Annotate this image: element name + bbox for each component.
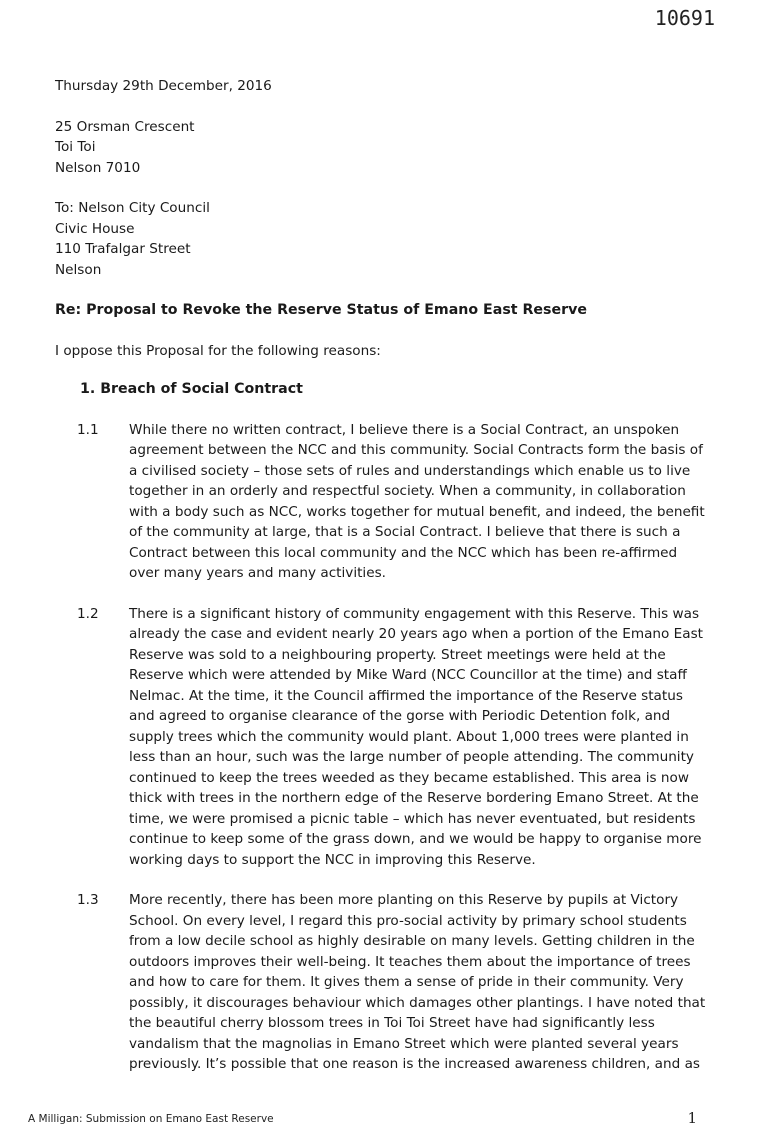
paragraph-line: continued to keep the trees weeded as they became established. This area is now — [129, 769, 689, 786]
address-line: 25 Orsman Crescent — [55, 118, 195, 135]
address-line: Nelson 7010 — [55, 159, 141, 176]
recipient-address — [55, 198, 725, 280]
paragraph-line: previously. It’s possible that one reason is the increased awareness children, and as — [129, 1056, 700, 1072]
sender-address — [55, 117, 725, 179]
paragraph-line: Contract between this local community and the NCC which has been re-affirmed — [129, 544, 678, 561]
paragraph-line: thick with trees in the northern edge of the Reserve bordering Emano Street. At the — [129, 790, 699, 806]
address-line: 110 Trafalgar Street — [55, 241, 191, 257]
paragraph-line: School. On every level, I regard this pro-social activity by primary school students — [129, 912, 687, 929]
paragraph-line: with a body such as NCC, works together for mutual benefit, and indeed, the benefit — [129, 503, 705, 520]
intro-text: I oppose this Proposal for the following reasons: — [55, 342, 381, 359]
paragraph-line: More recently, there has been more planting on this Reserve by pupils at Victory — [129, 892, 679, 908]
paragraph-line: While there no written contract, I believe there is a Social Contract, an unspoken — [129, 421, 680, 438]
paragraph-line: possibly, it discourages behaviour which damages other plantings. I have noted that — [129, 994, 706, 1011]
footer-text: A Milligan: Submission on Emano East Reserve — [28, 1113, 274, 1125]
paragraph-line: together in an orderly and respectful society. When a community, in collaboration — [129, 483, 686, 499]
paragraph-line: less than an hour, such was the large number of people attending. The community — [129, 749, 694, 765]
paragraph-line: a civilised society – those sets of rules and understandings which enable us to live — [129, 462, 691, 479]
paragraph-1-2 — [55, 604, 725, 871]
address-line: Civic House — [55, 220, 135, 237]
paragraph-line: time, we were promised a picnic table – which has never eventuated, but residents — [129, 810, 696, 827]
paragraph-1-3 — [55, 890, 725, 1075]
page-number: 1 — [687, 1109, 697, 1127]
paragraph-number: 1.3 — [77, 892, 99, 908]
paragraph-line: continue to keep some of the grass down, and we would be happy to organise more — [129, 831, 702, 847]
paragraph-line: vandalism that the magnolias in Emano Street which were planted several years — [129, 1035, 679, 1052]
paragraph-line: the beautiful cherry blossom trees in Toi Toi Street have had significantly less — [129, 1015, 655, 1031]
address-line: Toi Toi — [55, 139, 96, 155]
paragraph-1-1 — [55, 420, 725, 584]
paragraph-body — [129, 604, 725, 871]
paragraph-line: over many years and many activities. — [129, 565, 386, 581]
paragraph-line: already the case and evident nearly 20 years ago when a portion of the Emano East — [129, 626, 703, 642]
document-number: 10691 — [654, 6, 715, 30]
letter-date-block — [55, 76, 725, 97]
paragraph-line: and how to care for them. It gives them a sense of pride in their community. Very — [129, 974, 684, 990]
paragraph-line: working days to support the NCC in improving this Reserve. — [129, 851, 536, 868]
address-line: Nelson — [55, 261, 102, 278]
paragraph-line: Reserve which were attended by Mike Ward (NCC Councillor at the time) and staff — [129, 667, 687, 683]
paragraph-body — [129, 420, 725, 584]
paragraph-number: 1.1 — [77, 421, 99, 438]
paragraph-line: and agreed to organise clearance of the gorse with Periodic Detention folk, and — [129, 708, 671, 724]
letter-body — [55, 76, 725, 1095]
section-heading: 1. Breach of Social Contract — [80, 381, 303, 397]
paragraph-line: There is a significant history of community engagement with this Reserve. This was — [129, 605, 700, 622]
paragraph-body — [129, 890, 725, 1075]
address-line: To: Nelson City Council — [55, 200, 210, 216]
paragraph-line: from a low decile school as highly desirable on many levels. Getting children in the — [129, 933, 695, 949]
paragraph-line: supply trees which the community would plant. About 1,000 trees were planted in — [129, 728, 689, 745]
paragraph-line: Nelmac. At the time, it the Council affirmed the importance of the Reserve status — [129, 687, 683, 704]
paragraph-number: 1.2 — [77, 605, 99, 622]
subject-line: Re: Proposal to Revoke the Reserve Status of Emano East Reserve — [55, 302, 587, 318]
paragraph-line: Reserve was sold to a neighbouring property. Street meetings were held at the — [129, 646, 666, 663]
paragraph-line: agreement between the NCC and this community. Social Contracts form the basis of — [129, 442, 703, 458]
letter-date: Thursday 29th December, 2016 — [55, 78, 272, 94]
paragraph-line: outdoors improves their well-being. It teaches them about the importance of trees — [129, 953, 691, 970]
paragraph-line: of the community at large, that is a Social Contract. I believe that there is such a — [129, 524, 681, 540]
